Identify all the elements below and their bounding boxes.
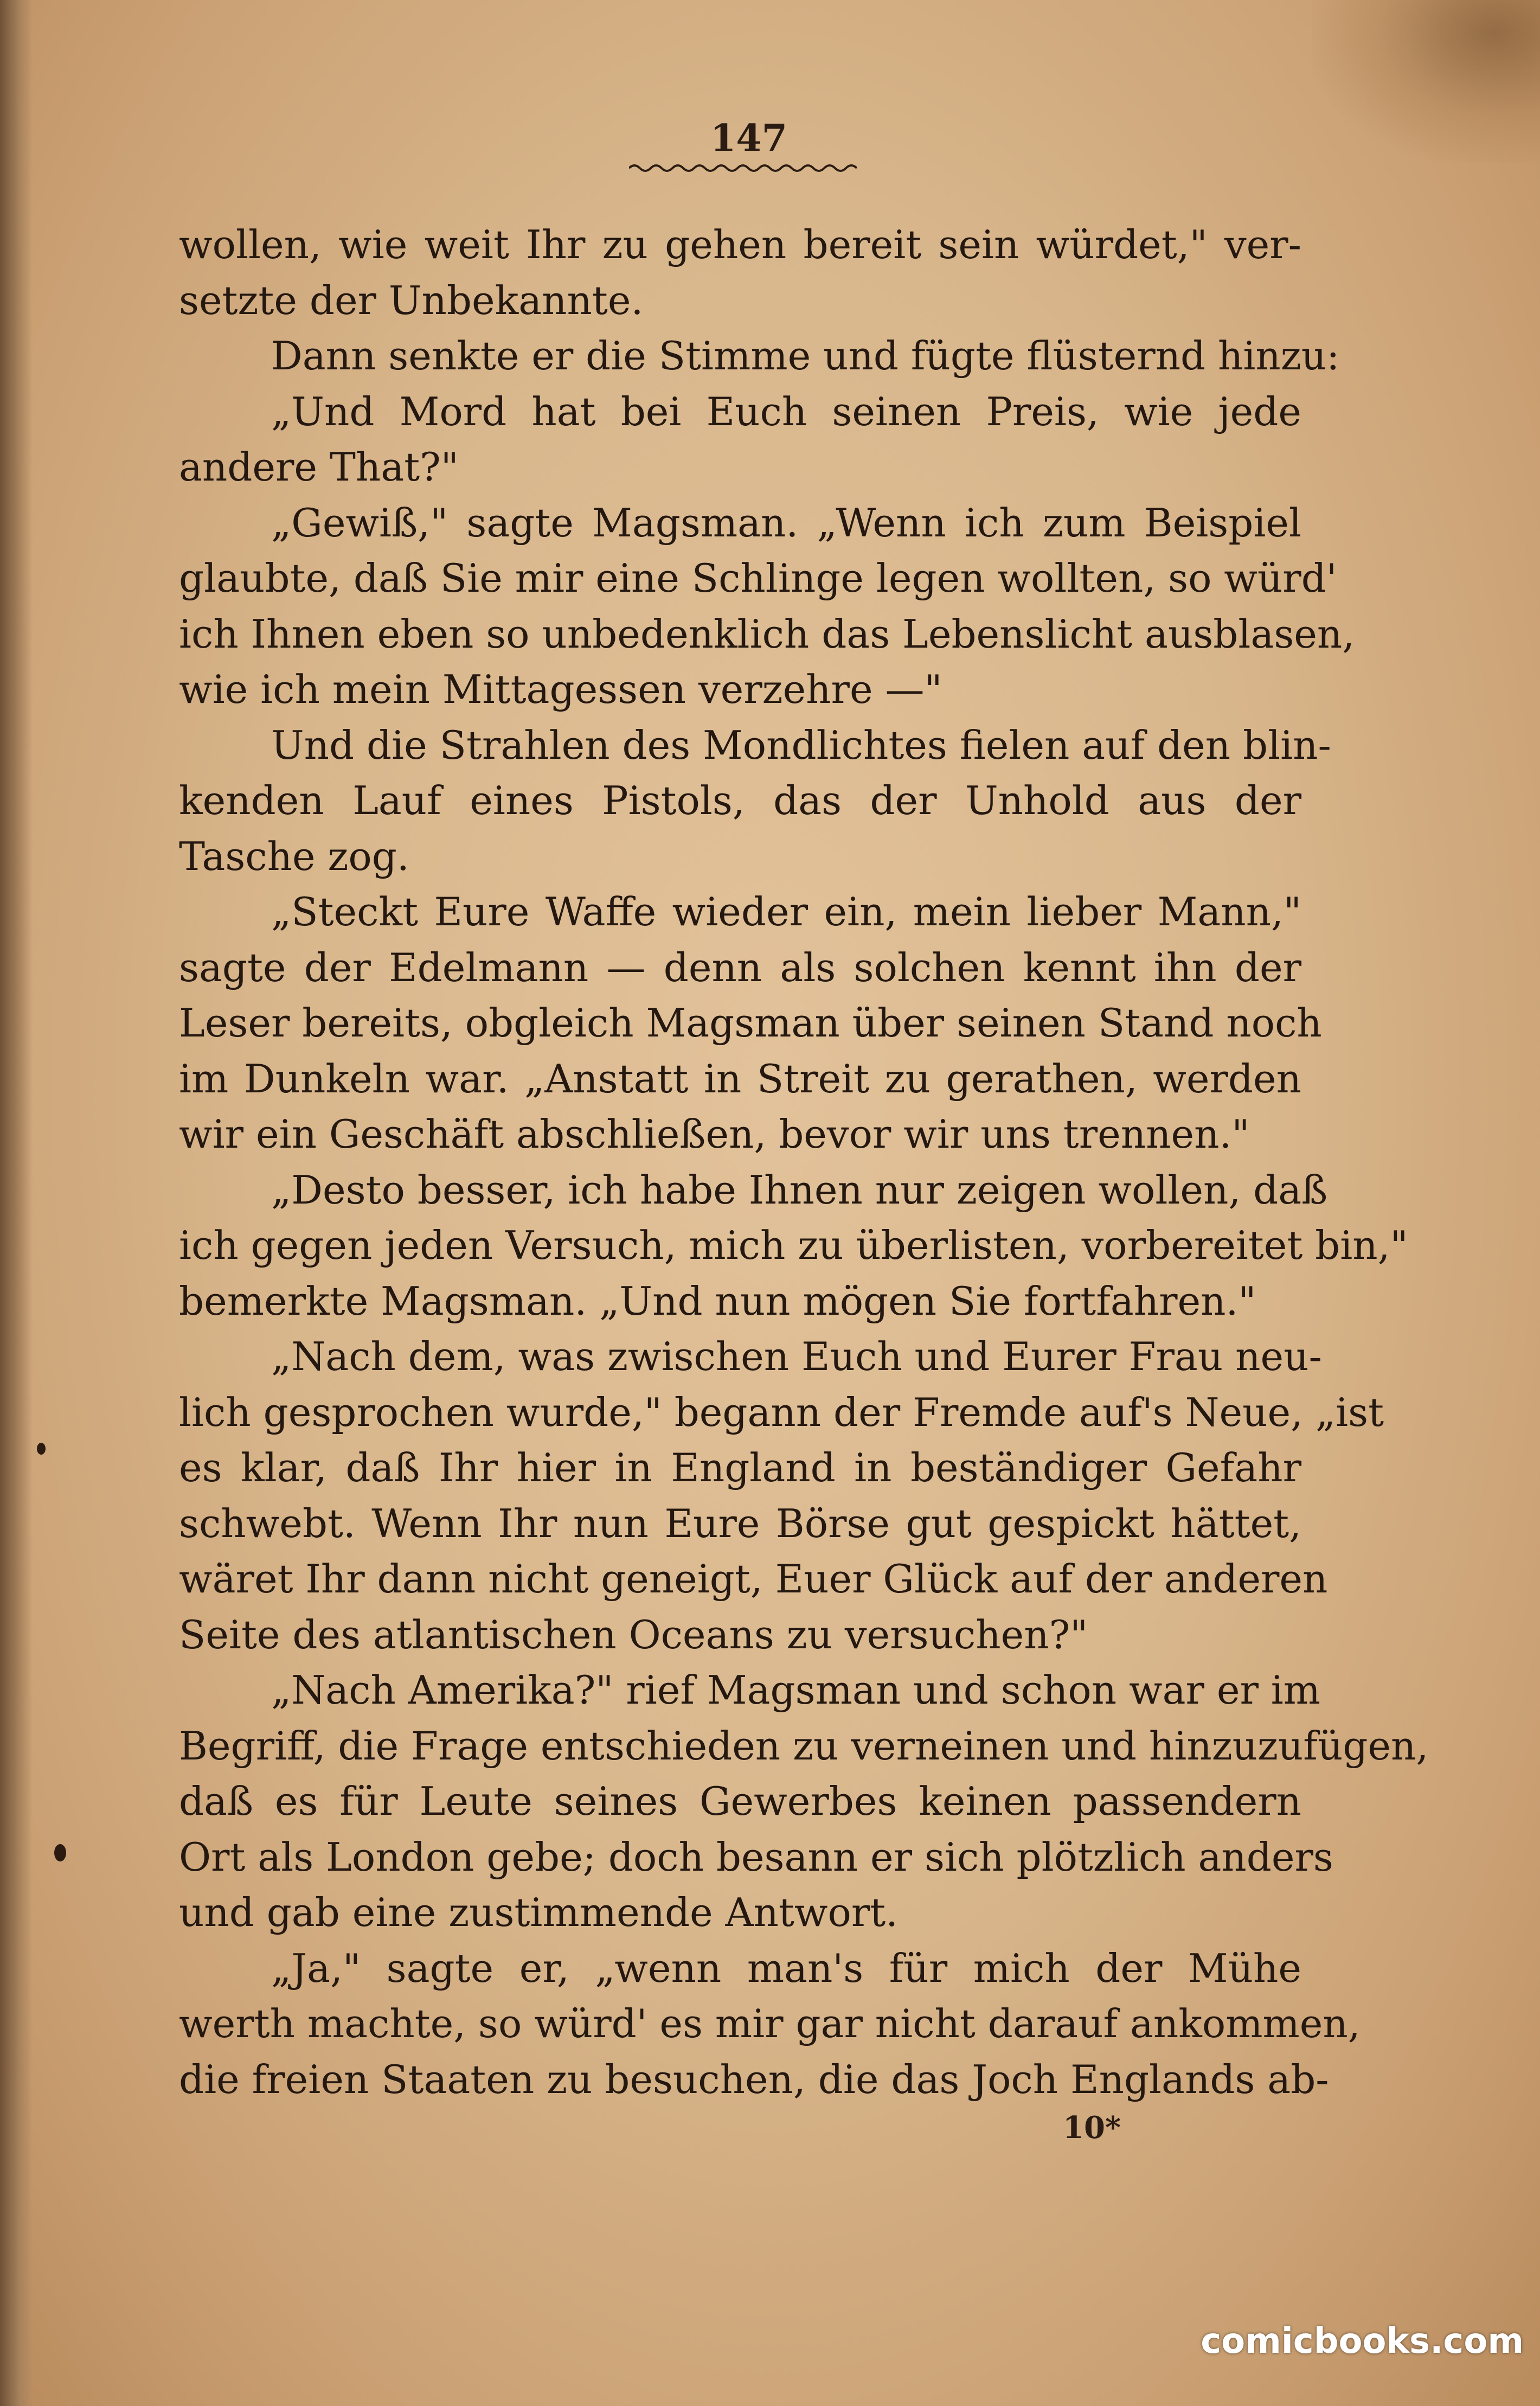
header-ornament-rule — [629, 160, 857, 176]
text-line: wollen, wie weit Ihr zu gehen bereit sein würdet," ver- — [179, 222, 1301, 267]
paper-stain — [1312, 0, 1540, 163]
text-line: „Nach Amerika?" rief Magsman und schon war er im — [271, 1667, 1321, 1713]
text-line: Dann senkte er die Stimme und fügte flüsternd hinzu: — [271, 333, 1340, 379]
text-line: wäret Ihr dann nicht geneigt, Euer Glück auf der anderen — [179, 1556, 1328, 1602]
text-line: ich Ihnen eben so unbedenklich das Lebenslicht ausblasen, — [179, 611, 1355, 657]
text-line: sagte der Edelmann — denn als solchen kennt ihn der — [179, 944, 1301, 990]
text-line: die freien Staaten zu besuchen, die das Joch Englands ab- — [179, 2056, 1329, 2102]
text-line: daß es für Leute seines Gewerbes keinen passendern — [179, 1778, 1301, 1824]
text-line: Und die Strahlen des Mondlichtes fielen auf den blin- — [271, 722, 1331, 768]
text-line: „Ja," sagte er, „wenn man's für mich der Mühe — [271, 1945, 1301, 1991]
text-line: „Und Mord hat bei Euch seinen Preis, wie jede — [271, 388, 1301, 434]
text-line: wir ein Geschäft abschließen, bevor wir uns trennen." — [179, 1111, 1250, 1157]
text-line: setzte der Unbekannte. — [179, 277, 644, 323]
text-line: lich gesprochen wurde," begann der Fremde auf's Neue, „ist — [179, 1389, 1384, 1435]
ink-speck — [37, 1443, 46, 1455]
text-line: „Nach dem, was zwischen Euch und Eurer Frau neu- — [271, 1334, 1322, 1379]
text-line: „Steckt Eure Waffe wieder ein, mein lieber Mann," — [271, 889, 1301, 935]
text-line: bemerkte Magsman. „Und nun mögen Sie fortfahren." — [179, 1278, 1256, 1324]
signature-mark: 10* — [1063, 2110, 1121, 2146]
watermark: comicbooks.com — [1201, 2321, 1524, 2362]
text-line: schwebt. Wenn Ihr nun Eure Börse gut gespickt hättet, — [179, 1500, 1301, 1546]
text-line: und gab eine zustimmende Antwort. — [179, 1890, 899, 1935]
text-line: glaubte, daß Sie mir eine Schlinge legen wollten, so würd' — [179, 555, 1337, 601]
text-line: Tasche zog. — [179, 833, 409, 879]
text-line: andere That?" — [179, 444, 459, 490]
text-line: werth machte, so würd' es mir gar nicht darauf ankommen, — [179, 2001, 1361, 2046]
page-number: 147 — [710, 117, 787, 160]
text-line: „Gewiß," sagte Magsman. „Wenn ich zum Beispiel — [271, 500, 1301, 546]
text-line: kenden Lauf eines Pistols, das der Unhold aus der — [179, 778, 1301, 823]
text-line: „Desto besser, ich habe Ihnen nur zeigen wollen, daß — [271, 1167, 1328, 1213]
body-text — [179, 217, 1429, 2107]
text-line: Ort als London gebe; doch besann er sich plötzlich anders — [179, 1834, 1333, 1880]
text-line: Seite des atlantischen Oceans zu versuchen?" — [179, 1611, 1088, 1658]
text-line: es klar, daß Ihr hier in England in beständiger Gefahr — [179, 1445, 1301, 1490]
text-line: im Dunkeln war. „Anstatt in Streit zu gerathen, werden — [179, 1055, 1301, 1102]
text-line: ich gegen jeden Versuch, mich zu überlisten, vorbereitet bin," — [179, 1223, 1408, 1268]
text-line: Leser bereits, obgleich Magsman über seinen Stand noch — [179, 1000, 1322, 1046]
text-line: wie ich mein Mittagessen verzehre —" — [179, 667, 942, 712]
text-line: Begriff, die Frage entschieden zu verneinen und hinzuzufügen, — [179, 1723, 1429, 1769]
page-edge-shadow — [0, 0, 33, 2406]
ink-speck — [54, 1844, 66, 1861]
